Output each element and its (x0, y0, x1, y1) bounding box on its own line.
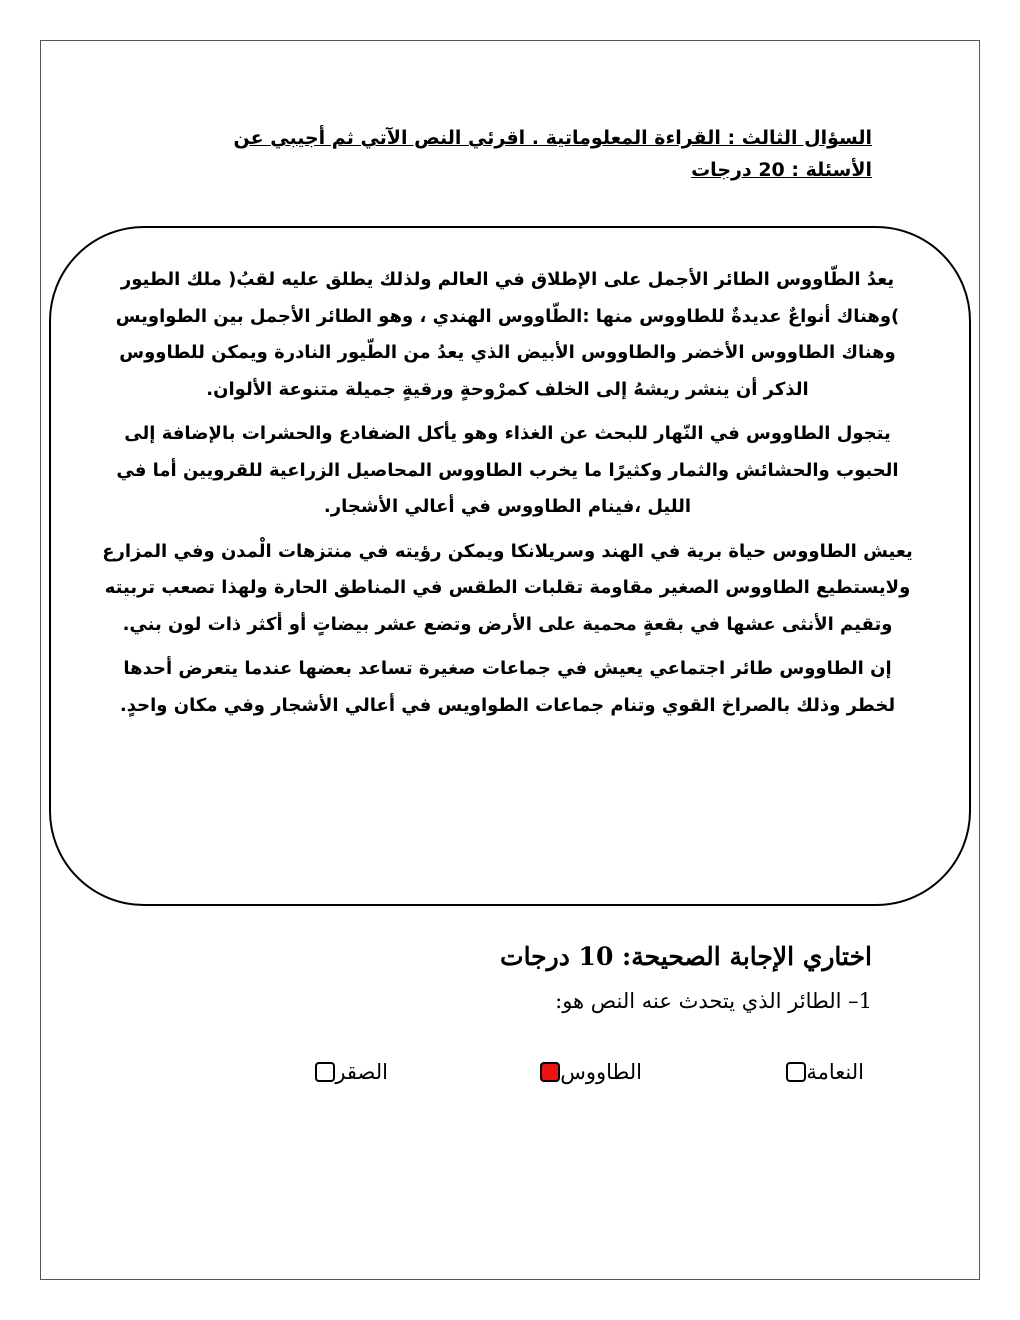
passage-paragraph-2: يتجول الطاووس في النّهار للبحث عن الغذاء وهو يأكل الضفادع والحشرات بالإضافة إلى الحبوب والحشائش والثمار وكثيرًا ما يخرب الطاووس المحاصيل الزراعية للقرويين أما في الليل ،فينام الطاووس في أعالي الأشجار. (116, 423, 899, 517)
checkbox-icon[interactable] (786, 1062, 806, 1082)
header-line-1: السؤال الثالث : القراءة المعلوماتية . اقرئي النص الآتي ثم أجيبي عن (233, 127, 872, 149)
header-line-2: الأسئلة : 20 درجات (691, 159, 872, 181)
checkbox-checked-icon[interactable] (540, 1062, 560, 1082)
passage-paragraph-4: إن الطاووس طائر اجتماعي يعيش في جماعات صغيرة تساعد بعضها عندما يتعرض أحدها لخطر وذلك بالصراخ القوي وتنام جماعات الطواويس في أعالي الأشجار وفي مكان واحدٍ. (119, 658, 896, 716)
reading-passage (100, 262, 915, 732)
question-header (200, 122, 872, 186)
question-1-text: 1– الطائر الذي يتحدث عنه النص هو: (555, 989, 872, 1013)
option-falcon[interactable] (303, 1056, 388, 1088)
option-label: الصقر (335, 1060, 388, 1084)
passage-paragraph-1: يعدُ الطّاووس الطائر الأجمل على الإطلاق في العالم ولذلك يطلق عليه لقبُ( ملك الطيور )وهناك أنواعٌ عديدةٌ للطاووس منها :الطّاووس الهندي ، وهو الطائر الأجمل بين الطواويس وهناك الطاووس الأخضر والطاووس الأبيض الذي يعدُ من الطّيور النادرة ويمكن للطاووس الذكر أن ينشر ريشهُ إلى الخلف كمرْوحةٍ ورقيةٍ جميلة متنوعة الألوان. (115, 269, 900, 400)
section-title: اختاري الإجابة الصحيحة: 10 درجات (500, 942, 872, 971)
option-label: الطاووس (560, 1060, 642, 1084)
option-label: النعامة (806, 1060, 864, 1084)
option-peacock[interactable] (540, 1056, 642, 1088)
passage-paragraph-3: يعيش الطاووس حياة برية في الهند وسريلانكا ويمكن رؤيته في منتزهات الْمدن وفي المزارع ولايستطيع الطاووس الصغير مقاومة تقلبات الطقس في المناطق الحارة ولهذا تصعب تربيته وتقيم الأنثى عشها في بقعةٍ محمية على الأرض وتضع عشر بيضاتٍ أو أكثر ذات لون بني. (102, 540, 913, 635)
checkbox-icon[interactable] (315, 1062, 335, 1082)
option-ostrich[interactable] (786, 1056, 864, 1088)
